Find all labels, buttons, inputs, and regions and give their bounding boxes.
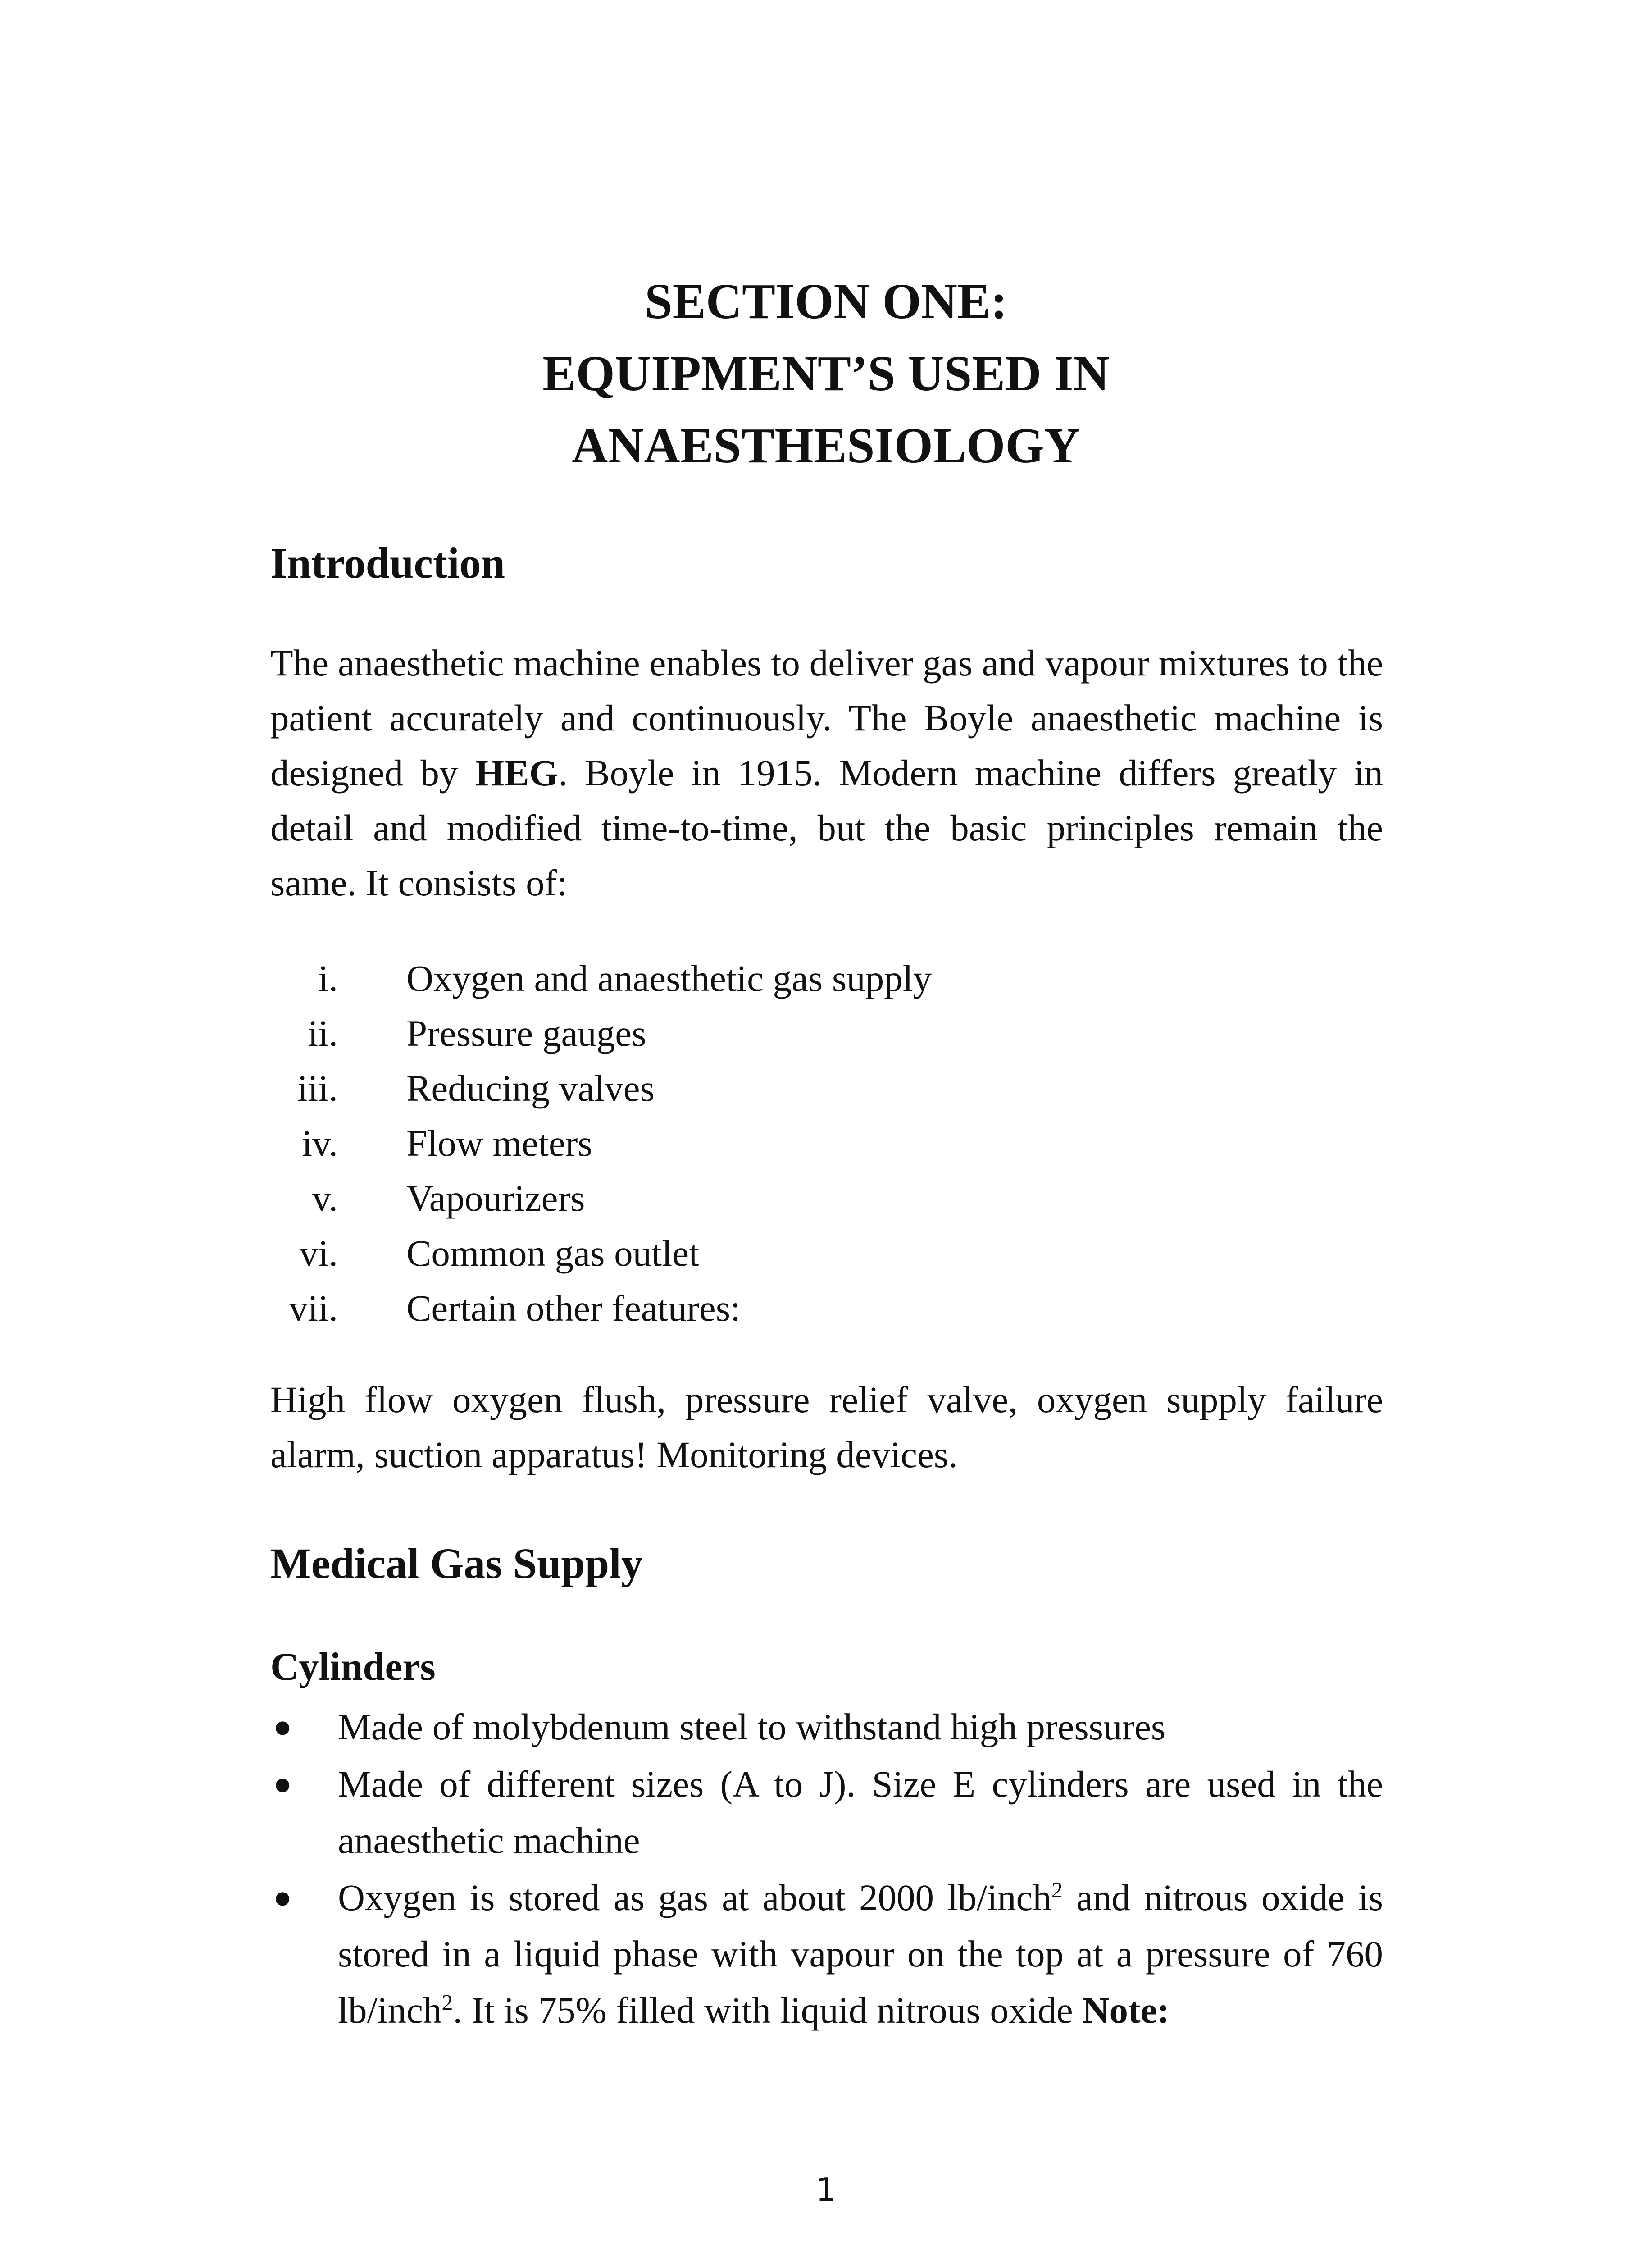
list-item	[270, 951, 1383, 1006]
bullet-icon: ●	[273, 1880, 292, 1915]
list-item	[270, 1006, 1383, 1061]
list-item-text: Certain other features:	[406, 1287, 741, 1329]
bullet-icon: ●	[273, 1767, 292, 1801]
other-features-paragraph: High flow oxygen flush, pressure relief valve, oxygen supply failure alarm, suction apparatus! Monitoring devices.	[270, 1379, 1383, 1475]
list-item-number: i.	[318, 958, 338, 999]
list-item-number: v.	[312, 1177, 338, 1219]
list-item	[270, 1116, 1383, 1171]
list-item-text: Flow meters	[406, 1122, 592, 1164]
intro-bold-heg: HEG	[475, 752, 559, 794]
list-item-number: iv.	[302, 1122, 338, 1164]
list-item-text: Oxygen and anaesthetic gas supply	[406, 958, 932, 999]
introduction-paragraph	[270, 635, 1383, 910]
title-line-3: ANAESTHESIOLOGY	[572, 418, 1080, 474]
components-list	[270, 951, 1383, 1336]
title-line-2: EQUIPMENT’S USED IN	[542, 346, 1110, 401]
cylinders-heading: Cylinders	[270, 1645, 436, 1689]
medical-gas-supply-heading: Medical Gas Supply	[270, 1539, 643, 1587]
note-label: Note:	[1082, 1989, 1170, 2031]
list-item-number: vii.	[289, 1287, 338, 1329]
list-item-text: Common gas outlet	[406, 1232, 700, 1274]
bullet-text-part-1: Oxygen is stored as gas at about 2000 lb/inch	[338, 1877, 1051, 1918]
list-item-number: iii.	[297, 1067, 338, 1109]
list-item-text: Reducing valves	[406, 1067, 655, 1109]
intro-text-part-2: . Boyle in 1915. Modern machine differs greatly in detail and modified time-to-time, but the basic principles remain the same. It consists of:	[270, 752, 1383, 903]
list-item-number: vi.	[299, 1232, 338, 1274]
intro-text-part-1: The anaesthetic machine enables to deliver gas and vapour mixtures to the patient accurately and continuously. The Boyle anaesthetic machine is designed by	[270, 642, 1383, 794]
list-item-text: Vapourizers	[406, 1177, 585, 1219]
list-item	[270, 1281, 1383, 1336]
superscript-2: 2	[1051, 1877, 1063, 1902]
list-item	[270, 1870, 1383, 2039]
bullet-text	[338, 1877, 1383, 2031]
bullet-text-part-3: . It is 75% filled with liquid nitrous oxide	[453, 1989, 1083, 2031]
list-item-text: Pressure gauges	[406, 1012, 646, 1054]
cylinders-bullet-list	[270, 1699, 1383, 2039]
section-title	[0, 266, 1652, 482]
list-item	[270, 1756, 1383, 1869]
superscript-2: 2	[441, 1990, 453, 2015]
title-line-1: SECTION ONE:	[645, 274, 1007, 329]
bullet-text: Made of molybdenum steel to withstand high pressures	[338, 1706, 1166, 1747]
bullet-text: Made of different sizes (A to J). Size E cylinders are used in the anaesthetic machine	[338, 1763, 1383, 1861]
page-number: 1	[815, 2171, 837, 2209]
list-item	[270, 1061, 1383, 1116]
list-item	[270, 1171, 1383, 1226]
bullet-text-part-2: and nitrous oxide is stored in a liquid phase with vapour on the top at a pressure of 760 lb/inch	[338, 1877, 1383, 2031]
bullet-icon: ●	[273, 1710, 292, 1744]
list-item-number: ii.	[308, 1012, 338, 1054]
list-item	[270, 1226, 1383, 1281]
introduction-heading: Introduction	[270, 539, 505, 587]
list-item	[270, 1699, 1383, 1755]
